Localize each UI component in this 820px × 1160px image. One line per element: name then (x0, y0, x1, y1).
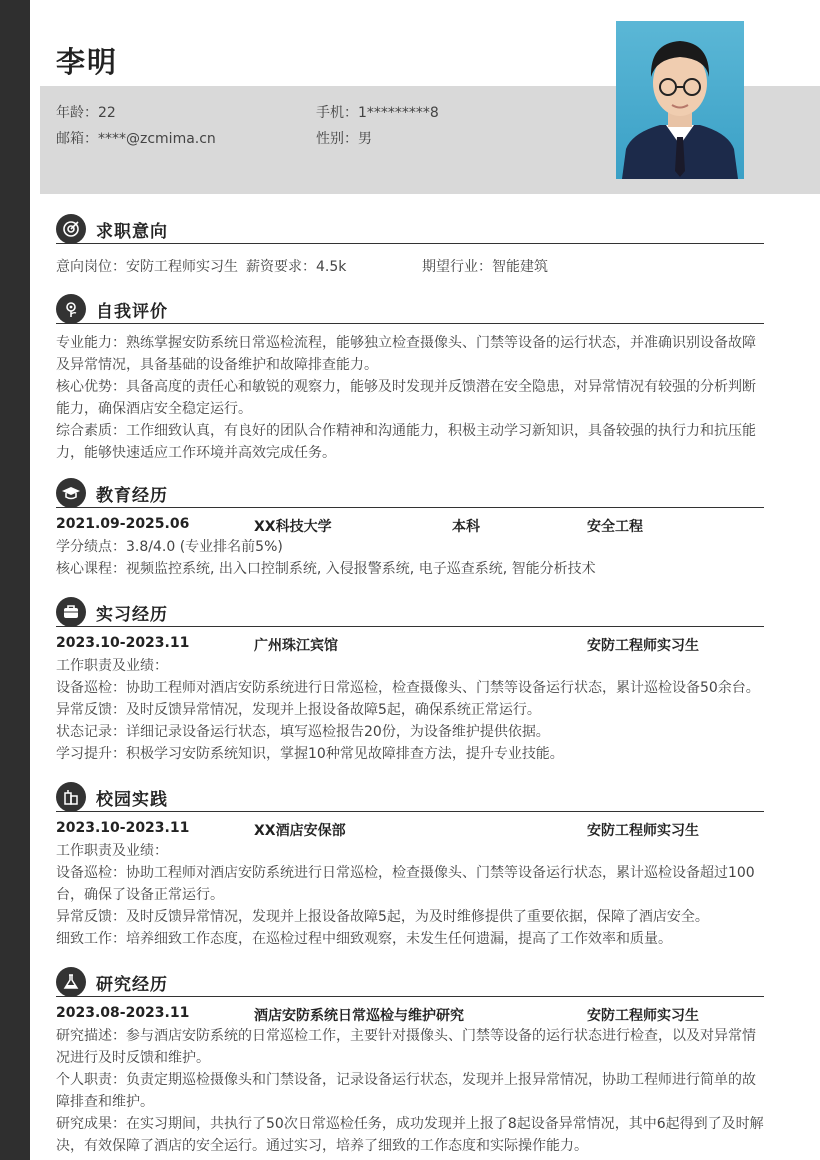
section-self-evaluation (56, 294, 764, 464)
section-campus-practice (56, 782, 764, 950)
section-header (56, 597, 764, 627)
internship-duties-label: 工作职责及业绩： (56, 658, 168, 674)
education-period: 2021.09-2025.06 (56, 516, 190, 532)
research-role: 安防工程师实习生 (587, 1008, 699, 1024)
internship-org: 广州珠江宾馆 (254, 638, 338, 654)
education-gpa: 学分绩点：3.8/4.0 (专业排名前5%) (56, 539, 283, 555)
campus-role: 安防工程师实习生 (587, 823, 699, 839)
campus-period: 2023.10-2023.11 (56, 820, 190, 836)
section-job-intent (56, 214, 764, 280)
section-header (56, 967, 764, 997)
building-icon (56, 782, 86, 812)
gender-field: 性别：男 (316, 131, 372, 147)
flask-icon (56, 967, 86, 997)
section-title: 教育经历 (96, 486, 168, 506)
self-eval-quality: 综合素质：工作细致认真，有良好的团队合作精神和沟通能力，积极主动学习新知识，具备较强的执行力和抗压能力，能够快速适应工作环境并高效完成任务。 (56, 423, 756, 461)
self-eval-professional: 专业能力：熟练掌握安防系统日常巡检流程，能够独立检查摄像头、门禁等设备的运行状态，并准确识别设备故障及异常情况，具备基础的设备维护和故障排查能力。 (56, 335, 756, 373)
graduation-cap-icon (56, 478, 86, 508)
section-title: 校园实践 (96, 790, 168, 810)
phone-field: 手机：1*********8 (316, 105, 439, 121)
internship-line: 异常反馈：及时反馈异常情况，发现并上报设备故障5起，确保系统正常运行。 (56, 702, 541, 718)
research-description: 研究描述：参与酒店安防系统的日常巡检工作，主要针对摄像头、门禁等设备的运行状态进行检查，以及对异常情况进行及时反馈和维护。 (56, 1028, 756, 1066)
candidate-name: 李明 (56, 45, 119, 79)
intent-salary: 薪资要求：4.5k (246, 259, 347, 275)
education-major: 安全工程 (587, 519, 643, 535)
intent-position: 意向岗位：安防工程师实习生 (56, 259, 238, 275)
age-field: 年龄：22 (56, 105, 116, 121)
left-accent-bar (0, 0, 30, 1160)
portrait-illustration (616, 21, 744, 179)
section-title: 研究经历 (96, 975, 168, 995)
campus-line: 设备巡检：协助工程师对酒店安防系统进行日常巡检，检查摄像头、门禁等设备运行状态，累计巡检设备超过100台，确保了设备正常运行。 (56, 865, 755, 903)
research-results: 研究成果：在实习期间，共执行了50次日常巡检任务，成功发现并上报了8起设备异常情况，其中6起得到了及时解决，有效保障了酒店的安全运行。通过实习，培养了细致的工作态度和实际操作能力。 (56, 1116, 764, 1154)
internship-line: 学习提升：积极学习安防系统知识，掌握10种常见故障排查方法，提升专业技能。 (56, 746, 564, 762)
research-topic: 酒店安防系统日常巡检与维护研究 (254, 1008, 464, 1024)
campus-line: 细致工作：培养细致工作态度，在巡检过程中细致观察，未发生任何遗漏，提高了工作效率和质量。 (56, 931, 672, 947)
internship-period: 2023.10-2023.11 (56, 635, 190, 651)
section-header (56, 782, 764, 812)
section-title: 实习经历 (96, 605, 168, 625)
section-title: 自我评价 (96, 302, 168, 322)
internship-line: 状态记录：详细记录设备运行状态，填写巡检报告20份，为设备维护提供依据。 (56, 724, 550, 740)
target-icon (56, 214, 86, 244)
flower-icon (56, 294, 86, 324)
education-school: XX科技大学 (254, 519, 332, 535)
self-eval-strength: 核心优势：具备高度的责任心和敏锐的观察力，能够及时发现并反馈潜在安全隐患，对异常情况有较强的分析判断能力，确保酒店安全稳定运行。 (56, 379, 756, 417)
section-header (56, 294, 764, 324)
profile-photo (616, 21, 744, 179)
section-education (56, 478, 764, 580)
section-title: 求职意向 (96, 222, 168, 242)
briefcase-icon (56, 597, 86, 627)
research-period: 2023.08-2023.11 (56, 1005, 190, 1021)
section-header (56, 214, 764, 244)
campus-org: XX酒店安保部 (254, 823, 346, 839)
section-internship (56, 597, 764, 765)
education-courses: 核心课程：视频监控系统, 出入口控制系统, 入侵报警系统, 电子巡查系统, 智能分析技术 (56, 561, 596, 577)
internship-role: 安防工程师实习生 (587, 638, 699, 654)
campus-duties-label: 工作职责及业绩： (56, 843, 168, 859)
section-header (56, 478, 764, 508)
intent-industry: 期望行业：智能建筑 (422, 259, 548, 275)
campus-line: 异常反馈：及时反馈异常情况，发现并上报设备故障5起，为及时维修提供了重要依据，保障了酒店安全。 (56, 909, 709, 925)
internship-line: 设备巡检：协助工程师对酒店安防系统进行日常巡检，检查摄像头、门禁等设备运行状态，累计巡检设备50余台。 (56, 680, 760, 696)
education-degree: 本科 (452, 519, 480, 535)
section-research (56, 967, 764, 1157)
research-duties: 个人职责：负责定期巡检摄像头和门禁设备，记录设备运行状态，发现并上报异常情况，协助工程师进行简单的故障排查和维护。 (56, 1072, 756, 1110)
email-field: 邮箱：****@zcmima.cn (56, 131, 216, 147)
